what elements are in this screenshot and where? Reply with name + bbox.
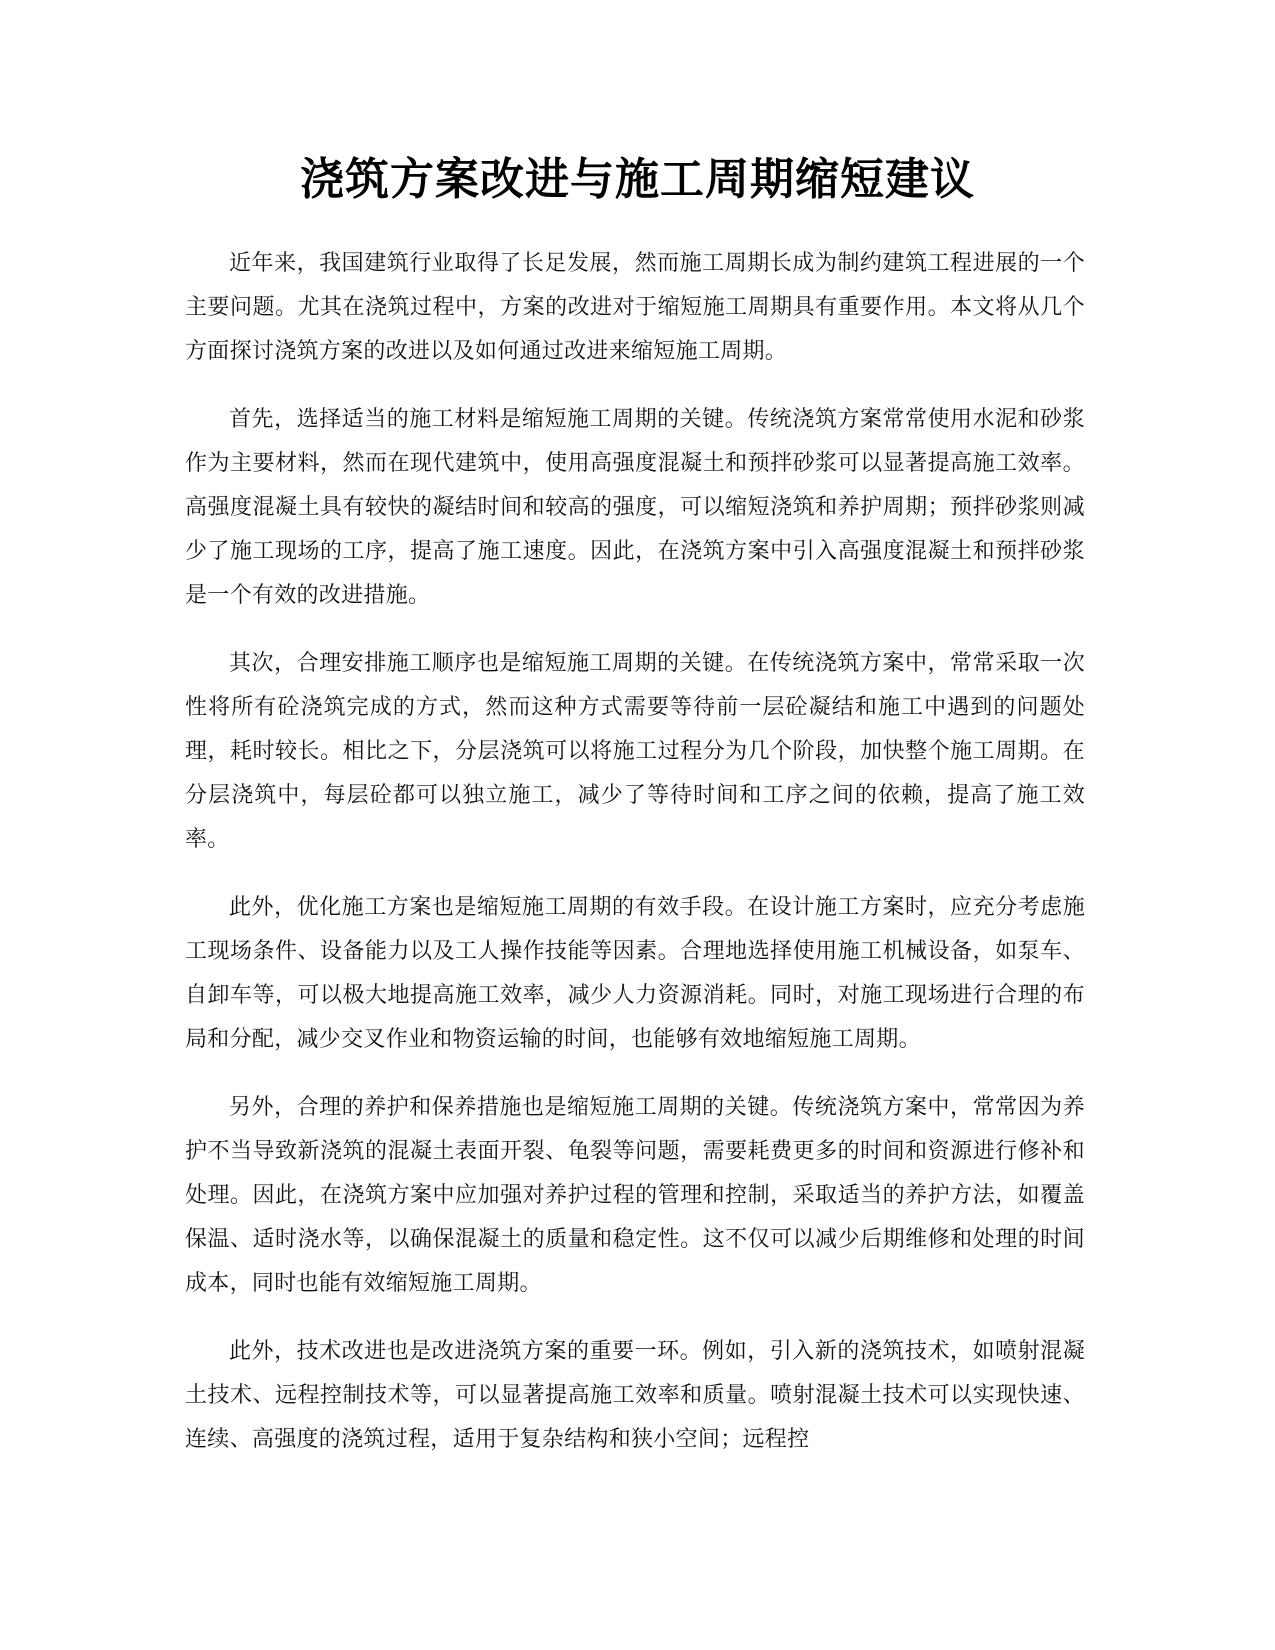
document-title: 浇筑方案改进与施工周期缩短建议	[300, 154, 975, 205]
paragraph-intro: 近年来，我国建筑行业取得了长足发展，然而施工周期长成为制约建筑工程进展的一个主要问题。尤其在浇筑过程中，方案的改进对于缩短施工周期具有重要作用。本文将从几个方面探讨浇筑方案的改进以及如何通过改进来缩短施工周期。	[185, 251, 1085, 364]
paragraph-sequence: 其次，合理安排施工顺序也是缩短施工周期的关键。在传统浇筑方案中，常常采取一次性将所有砼浇筑完成的方式，然而这种方式需要等待前一层砼凝结和施工中遇到的问题处理，耗时较长。相比之下，分层浇筑可以将施工过程分为几个阶段，加快整个施工周期。在分层浇筑中，每层砼都可以独立施工，减少了等待时间和工序之间的依赖，提高了施工效率。	[185, 651, 1085, 852]
paragraph-optimization: 此外，优化施工方案也是缩短施工周期的有效手段。在设计施工方案时，应充分考虑施工现场条件、设备能力以及工人操作技能等因素。合理地选择使用施工机械设备，如泵车、自卸车等，可以极大地提高施工效率，减少人力资源消耗。同时，对施工现场进行合理的布局和分配，减少交叉作业和物资运输的时间，也能够有效地缩短施工周期。	[185, 895, 1085, 1052]
paragraph-materials: 首先，选择适当的施工材料是缩短施工周期的关键。传统浇筑方案常常使用水泥和砂浆作为主要材料，然而在现代建筑中，使用高强度混凝土和预拌砂浆可以显著提高施工效率。高强度混凝土具有较快的凝结时间和较高的强度，可以缩短浇筑和养护周期；预拌砂浆则减少了施工现场的工序，提高了施工速度。因此，在浇筑方案中引入高强度混凝土和预拌砂浆是一个有效的改进措施。	[185, 407, 1085, 608]
paragraph-curing: 另外，合理的养护和保养措施也是缩短施工周期的关键。传统浇筑方案中，常常因为养护不当导致新浇筑的混凝土表面开裂、龟裂等问题，需要耗费更多的时间和资源进行修补和处理。因此，在浇筑方案中应加强对养护过程的管理和控制，采取适当的养护方法，如覆盖保温、适时浇水等，以确保混凝土的质量和稳定性。这不仅可以减少后期维修和处理的时间成本，同时也能有效缩短施工周期。	[185, 1095, 1085, 1296]
document-body	[185, 242, 1085, 1486]
paragraph-technology: 此外，技术改进也是改进浇筑方案的重要一环。例如，引入新的浇筑技术，如喷射混凝土技术、远程控制技术等，可以显著提高施工效率和质量。喷射混凝土技术可以实现快速、连续、高强度的浇筑过程，适用于复杂结构和狭小空间；远程控	[185, 1339, 1085, 1452]
